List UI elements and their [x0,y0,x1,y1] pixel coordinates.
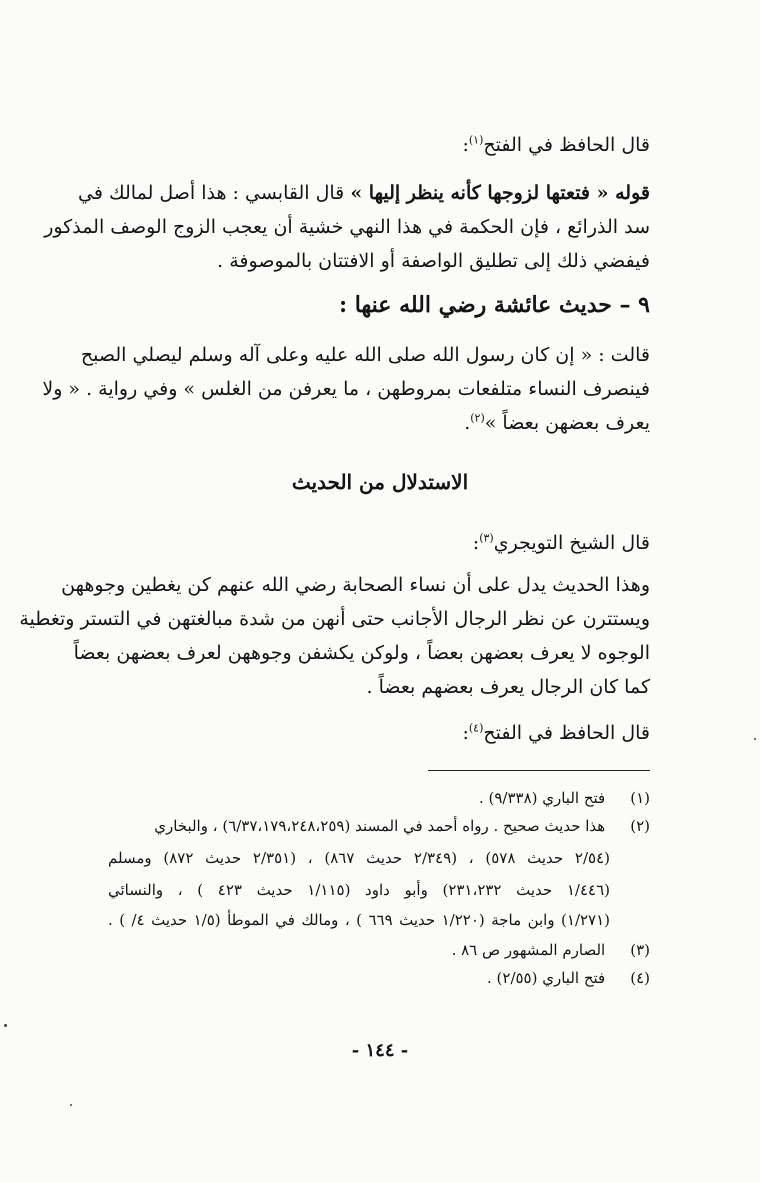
hadith-heading: ٩ – حديث عائشة رضي الله عنها : [339,292,650,318]
paragraph-line: يعرف بعضهن بعضاً »$^{(٢)}$. [464,411,650,434]
footnote-number: (٣) [630,941,650,959]
footnote-number: (١) [630,789,650,807]
footnote-ref: (١) [468,133,484,147]
section-title: الاستدلال من الحديث [291,470,469,494]
footnote-continuation: (٢/٥٤ حديث ٥٧٨) ، (٢/٣٤٩ حديث ٨٦٧) ، (٢/٣٥١ حديث ٨٧٢) ومسلم [108,849,610,867]
paragraph-line: كما كان الرجال يعرف بعضهم بعضاً . [366,676,650,698]
footnote-number: (٤) [630,969,650,987]
quote-intro-line: قال الشيخ التويجري$^{(٣)}$: [472,531,650,554]
footnote-continuation: (١/٢٧١) وابن ماجة (١/٢٢٠ حديث ٦٦٩ ) ، ومالك في الموطأ (١/٥ حديث ٤/ ) . [108,911,611,929]
paragraph-line [78,178,650,208]
quote-intro: قال الحافظ في الفتح [483,134,650,156]
footnote-separator [428,770,650,771]
paragraph-line: وهذا الحديث يدل على أن نساء الصحابة رضي الله عنهم كن يغطين وجوههن [61,574,650,596]
paragraph-text: يعرف بعضهن بعضاً » [484,412,650,434]
quote-intro-line: قال الحافظ في الفتح$^{(٤)}$: [462,721,650,744]
footnote-continuation: (١/٤٤٦ حديث ٢٣١،٢٣٢) وأبو داود (١/١١٥ حديث ٤٢٣ ) ، والنسائي [108,881,610,899]
quote-intro: قال الحافظ في الفتح [483,722,650,744]
paragraph-line: فيفضي ذلك إلى تطليق الواصفة أو الافتتان بالموصوفة . [217,250,650,272]
scan-speck [754,738,756,740]
footnote-text: الصارم المشهور ص ٨٦ . [451,941,606,959]
scan-speck [70,1104,72,1106]
paragraph-line: فينصرف النساء متلفعات بمروطهن ، ما يعرفن من الغلس » وفي رواية . « ولا [42,378,650,400]
scan-speck [4,1024,7,1027]
footnote-text: فتح الباري (٢/٥٥) . [487,969,606,987]
paragraph-line: سد الذرائع ، فإن الحكمة في هذا النهي خشية أن يعجب الزوج الوصف المذكور [44,216,650,238]
paragraph-line: الوجوه لا يعرف بعضهن بعضاً ، ولوكن يكشفن وجوههن لعرف بعضهن بعضاً [73,642,650,664]
paragraph-text: قال القابسي : هذا أصل لمالك في [78,182,351,204]
footnote-ref: (٣) [479,531,494,545]
footnote-ref: (٢) [470,411,485,425]
footnote [108,938,650,962]
footnote [108,786,650,810]
paragraph-line: قالت : « إن كان رسول الله صلى الله عليه وعلى آله وسلم ليصلي الصبح [80,344,650,366]
footnote [108,814,650,838]
page-number: - ١٤٤ - [351,1040,409,1061]
footnote-number: (٢) [630,817,650,835]
quote-intro: قال الشيخ التويجري [493,532,650,554]
hadith-quote: قوله « فتعتها لزوجها كأنه ينظر إليها » [350,182,650,204]
footnote-text: هذا حديث صحيح . رواه أحمد في المسند (٦/٣٧،١٧٩،٢٤٨،٢٥٩) ، والبخاري [154,817,606,835]
footnote-text: فتح الباري (٩/٣٣٨) . [478,789,606,807]
paragraph-line: ويستترن عن نظر الرجال الأجانب حتى أنهن من شدة مبالغتهن في التستر وتغطية [19,608,650,630]
footnote [108,966,650,990]
footnote-ref: (٤) [468,721,484,735]
quote-intro-line: قال الحافظ في الفتح$^{(١)}$: [462,133,650,156]
